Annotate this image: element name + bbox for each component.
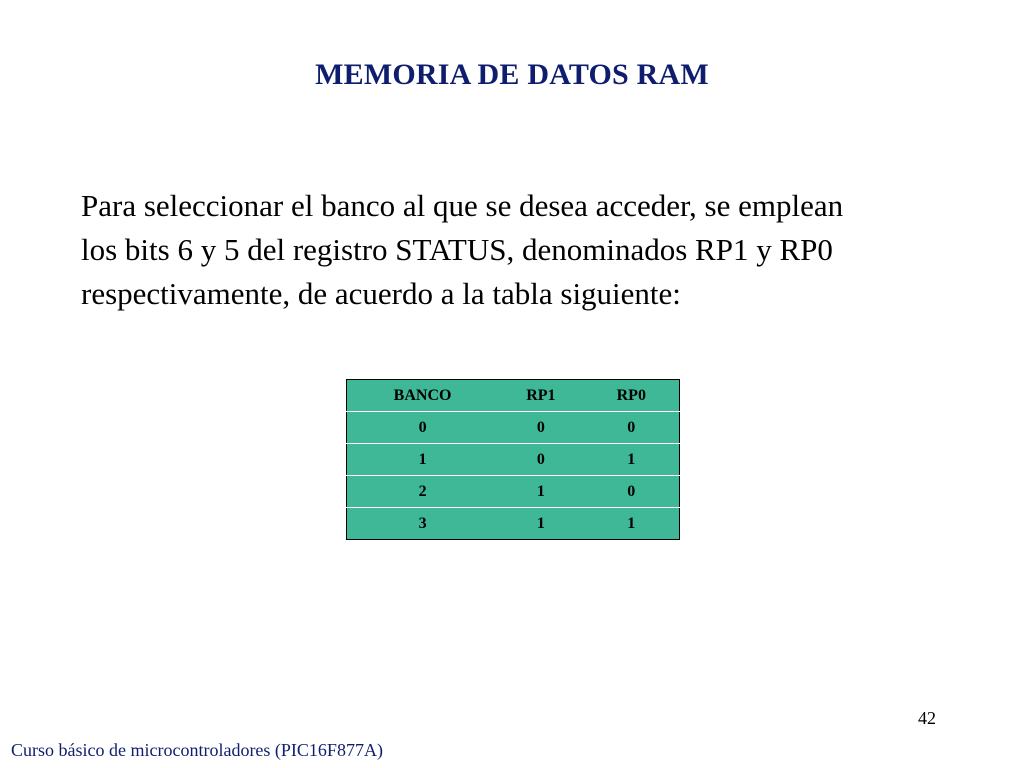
table-cell: 0 bbox=[498, 412, 583, 444]
table-cell: 0 bbox=[347, 412, 499, 444]
paragraph-line: Para seleccionar el banco al que se desea acceder, se emplean bbox=[81, 188, 844, 223]
column-header-rp1: RP1 bbox=[498, 380, 583, 412]
table-row bbox=[347, 508, 680, 540]
table-row bbox=[347, 444, 680, 476]
table-cell: 1 bbox=[498, 508, 583, 540]
table-cell: 0 bbox=[498, 444, 583, 476]
table-cell: 3 bbox=[347, 508, 499, 540]
paragraph-line: respectivamente, de acuerdo a la tabla siguiente: bbox=[81, 276, 681, 311]
page-number: 42 bbox=[918, 708, 936, 728]
table-cell: 1 bbox=[498, 476, 583, 508]
table-cell: 0 bbox=[584, 412, 680, 444]
table-cell: 1 bbox=[584, 444, 680, 476]
column-header-banco: BANCO bbox=[347, 380, 499, 412]
slide-title: MEMORIA DE DATOS RAM bbox=[315, 58, 709, 91]
table-header-row bbox=[347, 380, 680, 412]
paragraph-line: los bits 6 y 5 del registro STATUS, denominados RP1 y RP0 bbox=[81, 232, 833, 267]
column-header-rp0: RP0 bbox=[584, 380, 680, 412]
body-paragraph bbox=[81, 184, 961, 316]
table-cell: 1 bbox=[347, 444, 499, 476]
table-cell: 1 bbox=[584, 508, 680, 540]
table-cell: 2 bbox=[347, 476, 499, 508]
table-cell: 0 bbox=[584, 476, 680, 508]
table-row bbox=[347, 476, 680, 508]
bank-select-table bbox=[346, 379, 680, 540]
footer-course-title: Curso básico de microcontroladores (PIC16F877A) bbox=[11, 740, 383, 760]
table-row bbox=[347, 412, 680, 444]
